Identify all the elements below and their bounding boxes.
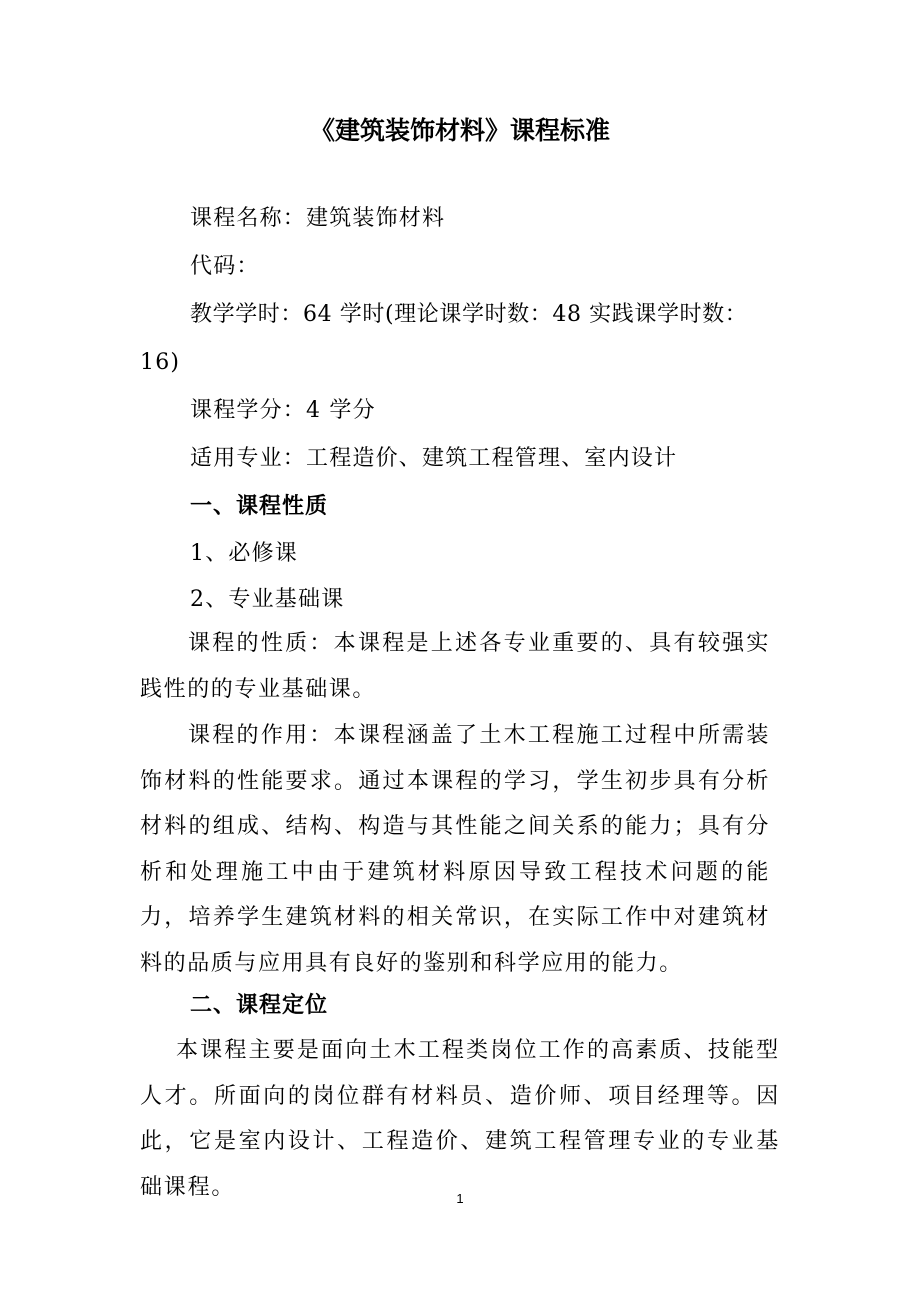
teaching-hours-continuation: 16) (140, 350, 181, 375)
document-title: 《建筑装饰材料》课程标准 (309, 116, 610, 145)
list-item-required-course: 1、必修课 (190, 541, 298, 566)
course-credits-line: 课程学分：4 学分 (190, 398, 376, 423)
list-item-professional-basic-course: 2、专业基础课 (190, 587, 345, 612)
course-nature-paragraph: 课程的性质：本课程是上述各专业重要的、具有较强实践性的的专业基础课。 (140, 631, 770, 702)
course-name-line: 课程名称：建筑装饰材料 (190, 206, 446, 231)
course-role-paragraph: 课程的作用：本课程涵盖了土木工程施工过程中所需装饰材料的性能要求。通过本课程的学习，学生初步具有分析材料的组成、结构、构造与其性能之间关系的能力；具有分析和处理施工中由于建筑材料原因导致工程技术问题的能力，培养学生建筑材料的相关常识，在实际工作中对建筑材料的品质与应用具有良好的鉴别和科学应用的能力。 (140, 723, 770, 976)
course-code-line: 代码： (190, 254, 260, 279)
section-heading-course-nature: 一、课程性质 (190, 494, 329, 519)
course-positioning-paragraph: 本课程主要是面向土木工程类岗位工作的高素质、技能型人才。所面向的岗位群有材料员、造价师、项目经理等。因此，它是室内设计、工程造价、建筑工程管理专业的专业基础课程。 (140, 1038, 780, 1200)
applicable-majors-line: 适用专业：工程造价、建筑工程管理、室内设计 (190, 446, 678, 471)
teaching-hours-line: 教学学时：64 学时(理论课学时数：48 实践课学时数： (190, 302, 748, 327)
section-heading-course-positioning: 二、课程定位 (190, 993, 329, 1018)
page-number: 1 (456, 1191, 464, 1206)
